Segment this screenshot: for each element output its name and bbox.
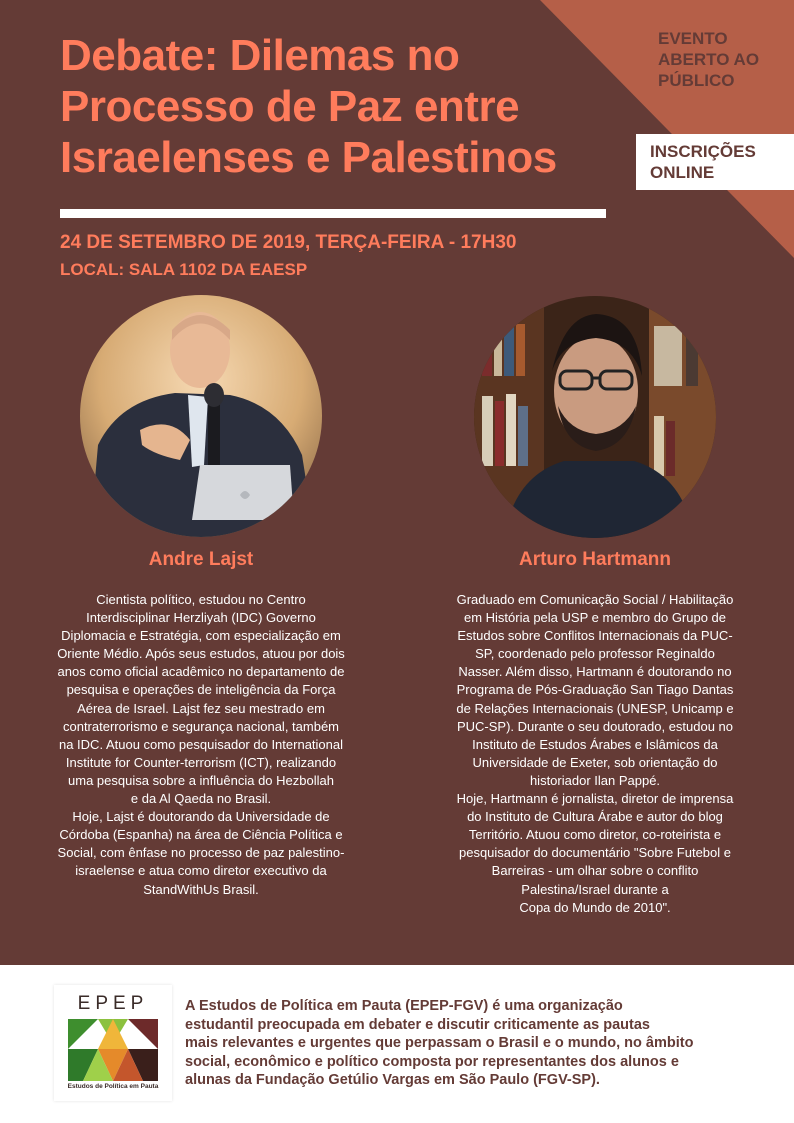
title-line: Israelenses e Palestinos — [60, 133, 557, 182]
badge-line: ABERTO AO — [658, 50, 760, 69]
bio-line: israelense e atua como diretor executivo da — [75, 863, 327, 879]
organizer-description — [185, 997, 745, 1090]
logo-subtitle: Estudos de Política em Pauta — [67, 1083, 159, 1090]
bio-line: Interdisciplinar Herzliyah (IDC) Governo — [86, 610, 316, 626]
bio-line: historiador Ilan Pappé. — [529, 772, 661, 788]
bio-line: anos como oficial acadêmico no departamento de — [57, 664, 345, 680]
about-line: estudantil preocupada em debater e discutir criticamente as pautas — [185, 1016, 650, 1033]
bio-line: Oriente Médio. Após seus estudos, atuou por dois — [57, 646, 345, 662]
bio-line: de Relações Internacionais (UNESP, Unicamp e — [456, 700, 734, 716]
event-location: LOCAL: SALA 1102 DA EAESP — [60, 260, 308, 279]
bio-line: pesquisador do documentário "Sobre Futebol e — [458, 845, 731, 861]
speaker-name: Arturo Hartmann — [518, 549, 671, 570]
title-line: Processo de Paz entre — [60, 82, 520, 131]
bio-line: Hoje, Lajst é doutorando da Universidade de — [72, 809, 330, 825]
about-line: social, econômico e político composta por representantes dos alunos e — [185, 1053, 679, 1070]
bio-line: em História pela USP e membro do Grupo de — [463, 610, 727, 626]
bio-line: Barreiras - um olhar sobre o conflito — [491, 863, 699, 879]
event-title — [60, 30, 630, 183]
bio-line: Institute for Counter-terrorism (ICT), realizando — [65, 754, 337, 770]
bio-line: Estudos sobre Conflitos Internacionais da PUC- — [457, 628, 733, 644]
about-line: A Estudos de Política em Pauta (EPEP-FGV) é uma organização — [185, 998, 623, 1014]
bio-line: contraterrorismo e segurança nacional, também — [62, 718, 340, 734]
bio-line: Social, com ênfase no processo de paz palestino- — [57, 845, 345, 861]
speaker-name: Andre Lajst — [148, 549, 254, 570]
bio-line: Instituto de Estudos Árabes e Islâmicos da — [472, 736, 718, 752]
bio-line: Programa de Pós-Graduação San Tiago Dantas — [456, 682, 734, 698]
bio-line: PUC-SP). Durante o seu doutorado, estudou no — [456, 718, 734, 734]
bio-line: do Instituto de Cultura Árabe e autor do blog — [467, 809, 723, 825]
about-line: alunas da Fundação Getúlio Vargas em São Paulo (FGV-SP). — [185, 1072, 600, 1088]
bio-line: Córdoba (Espanha) na área de Ciência Política e — [59, 827, 343, 843]
bio-line: Hoje, Hartmann é jornalista, diretor de imprensa — [456, 791, 734, 807]
logo-mark-icon — [68, 1019, 158, 1081]
title-underline — [60, 209, 606, 218]
bio-line: Graduado em Comunicação Social / Habilitação — [456, 592, 734, 607]
bio-line: Cientista político, estudou no Centro — [96, 592, 306, 607]
epep-logo — [54, 985, 172, 1101]
registration-line: ONLINE — [650, 163, 715, 182]
title-line: Debate: Dilemas no — [60, 31, 460, 80]
speaker-bio — [31, 591, 371, 899]
speaker-bio — [425, 591, 765, 917]
bio-line: Aérea de Israel. Lajst fez seu mestrado em — [77, 700, 325, 716]
bio-line: e da Al Qaeda no Brasil. — [130, 791, 272, 807]
registration-badge — [636, 134, 794, 190]
badge-line: EVENTO — [658, 29, 728, 48]
bio-line: Copa do Mundo de 2010". — [519, 899, 671, 915]
bio-line: Universidade de Exeter, sob orientação do — [472, 754, 718, 770]
bio-line: Nasser. Além disso, Hartmann é doutorando no — [458, 664, 732, 680]
bio-line: na IDC. Atuou como pesquisador do International — [58, 736, 343, 752]
logo-text: EPEP — [77, 993, 149, 1014]
speaker-photo-andre — [80, 295, 322, 537]
bio-line: uma pesquisa sobre a influência do Hezbollah — [68, 772, 334, 788]
about-line: mais relevantes e urgentes que perpassam o Brasil e o mundo, no âmbito — [185, 1035, 694, 1051]
open-event-badge — [658, 28, 788, 91]
bio-line: Território. Atuou como diretor, co-roteirista e — [468, 827, 722, 843]
bio-line: StandWithUs Brasil. — [143, 881, 259, 897]
event-date: 24 DE SETEMBRO DE 2019, TERÇA-FEIRA - 17H30 — [60, 232, 517, 253]
badge-line: PÚBLICO — [658, 71, 735, 90]
registration-line: INSCRIÇÕES — [650, 142, 756, 161]
bio-line: pesquisa e operações de inteligência da Força — [66, 682, 336, 698]
bio-line: SP, coordenado pelo professor Reginaldo — [475, 646, 715, 662]
bio-line: Palestina/Israel durante a — [521, 881, 669, 897]
speaker-photo-arturo — [474, 296, 716, 538]
bio-line: Diplomacia e Estratégia, com especialização em — [61, 628, 341, 644]
